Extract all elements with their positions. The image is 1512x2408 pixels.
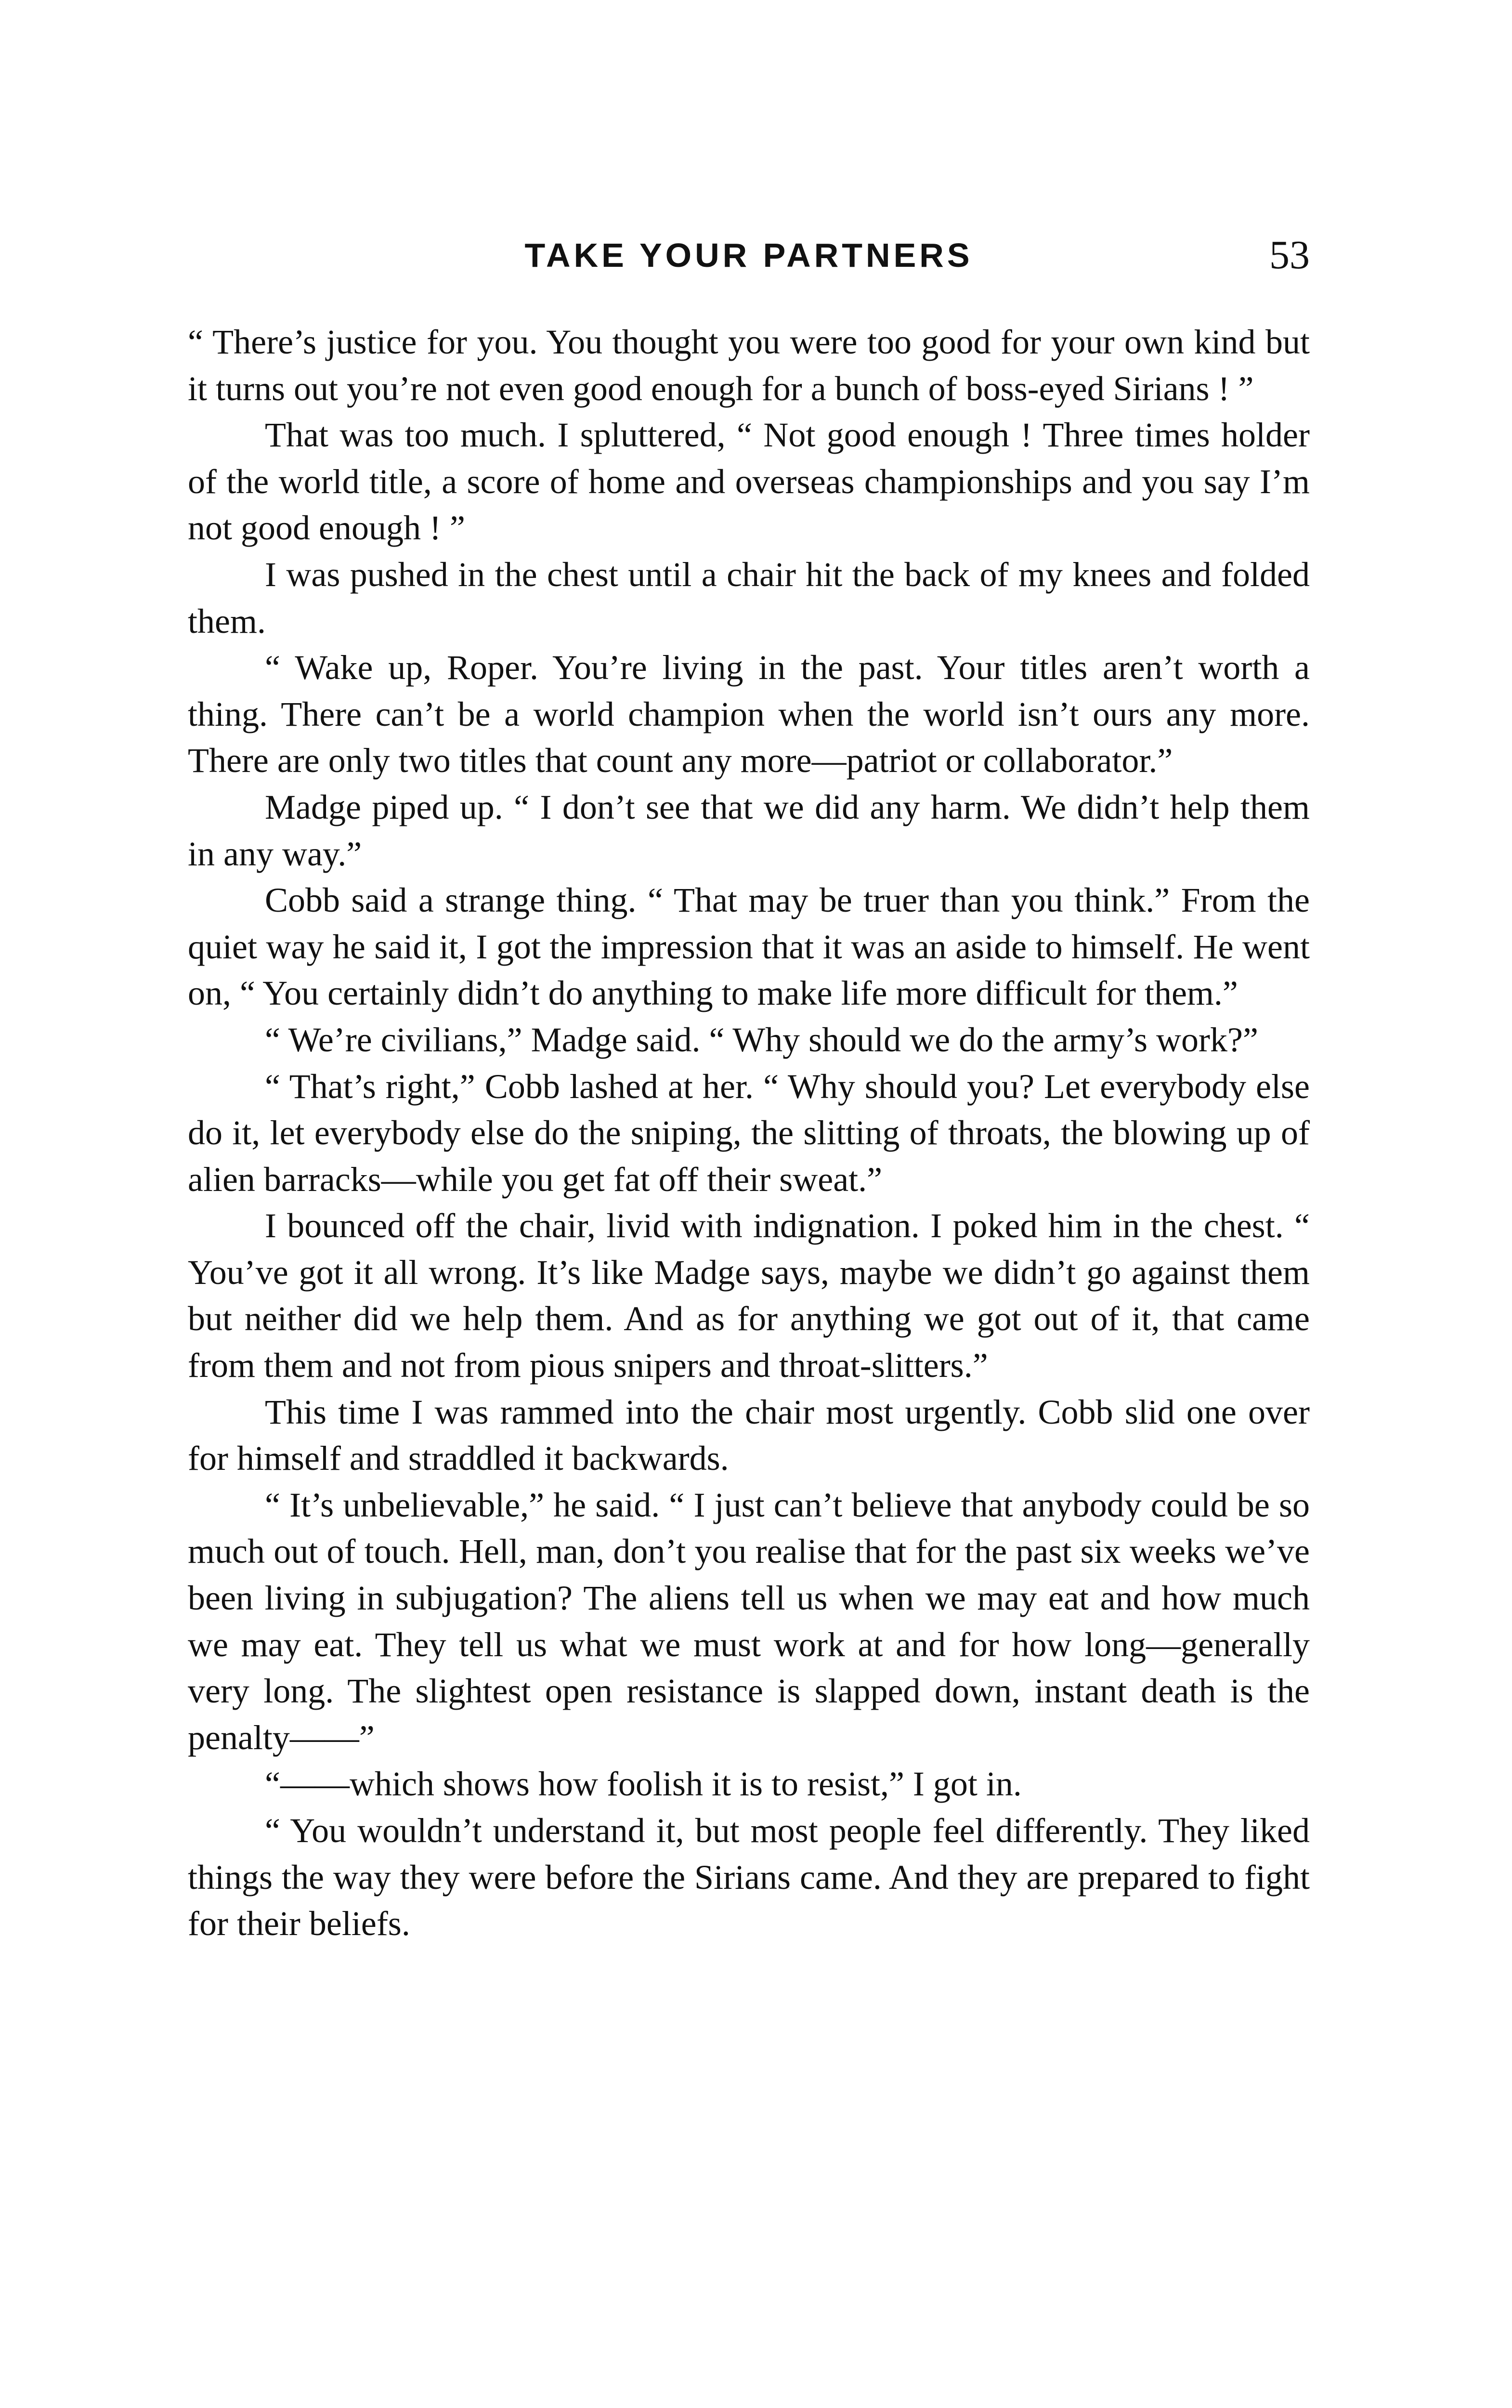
paragraph: This time I was rammed into the chair most urgently. Cobb slid one over for himself and straddled it backwards. (188, 1392, 1310, 1478)
paragraph: “ We’re civilians,” Madge said. “ Why should we do the army’s work?” (265, 1020, 1258, 1059)
running-head (188, 229, 1310, 282)
paragraph: “——which shows how foolish it is to resist,” I got in. (265, 1765, 1022, 1804)
paragraph: I was pushed in the chest until a chair hit the back of my knees and folded them. (188, 555, 1310, 641)
paragraph: “ That’s right,” Cobb lashed at her. “ Why should you? Let everybody else do it, let everybody else do the sniping, the slitting of throats, the blowing up of alien barracks—while you get fat off their sweat.” (188, 1067, 1310, 1199)
running-title: TAKE YOUR PARTNERS (524, 236, 973, 274)
paragraph: “ Wake up, Roper. You’re living in the past. Your titles aren’t worth a thing. There can’t be a world champion when the world isn’t ours any more. There are only two titles that count any more—patriot or collaborator.” (188, 648, 1310, 780)
paragraph: Cobb said a strange thing. “ That may be truer than you think.” From the quiet way he said it, I got the impression that it was an aside to himself. He went on, “ You certainly didn’t do anything to make life more difficult for them.” (188, 881, 1310, 1013)
paragraph: “ It’s unbelievable,” he said. “ I just can’t believe that anybody could be so much out of touch. Hell, man, don’t you realise that for the past six weeks we’ve been living in subjugation? The aliens tell us when we may eat and how much we may eat. They tell us what we must work at and for how long—generally very long. The slightest open resistance is slapped down, instant death is the penalty——” (188, 1485, 1310, 1757)
paragraph: “ There’s justice for you. You thought you were too good for your own kind but it turns out you’re not even good enough for a bunch of boss-eyed Sirians ! ” (188, 323, 1310, 408)
page-number: 53 (1269, 233, 1310, 277)
paragraph: That was too much. I spluttered, “ Not good enough ! Three times holder of the world title, a score of home and overseas championships and you say I’m not good enough ! ” (188, 416, 1310, 548)
body-text (188, 319, 1310, 1947)
paragraph: I bounced off the chair, livid with indignation. I poked him in the chest. “ You’ve got it all wrong. It’s like Madge says, maybe we didn’t go against them but neither did we help them. And as for anything we got out of it, that came from them and not from pious snipers and throat-slitters.” (188, 1206, 1310, 1385)
paragraph: “ You wouldn’t understand it, but most people feel differently. They liked things the way they were before the Sirians came. And they are prepared to fight for their beliefs. (188, 1811, 1310, 1943)
paragraph: Madge piped up. “ I don’t see that we did any harm. We didn’t help them in any way.” (188, 787, 1310, 873)
